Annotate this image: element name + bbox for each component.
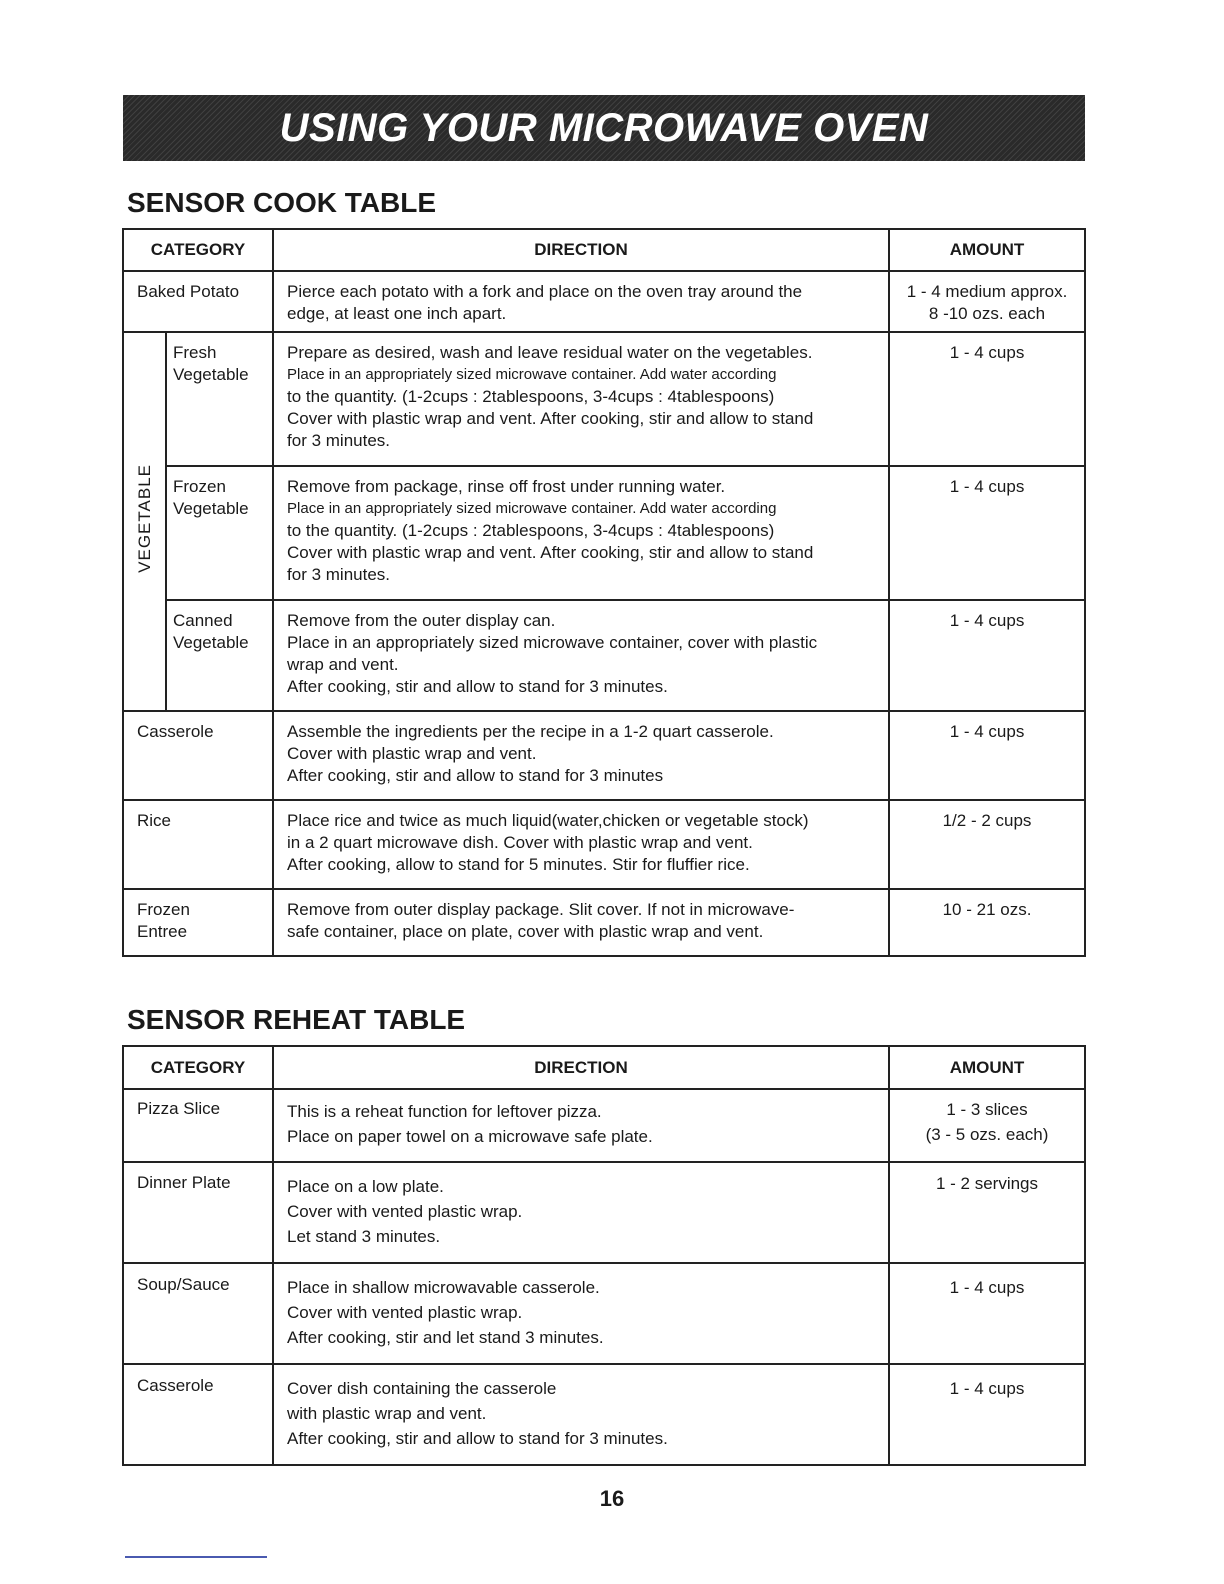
direction-line: to the quantity. (1-2cups : 2tablespoons, 3-4cups : 4tablespoons) <box>287 521 775 540</box>
direction-line: Place on paper towel on a microwave safe plate. <box>287 1127 653 1146</box>
table-header-row <box>123 229 1085 271</box>
row-category: Rice <box>123 800 273 889</box>
direction-line: After cooking, allow to stand for 5 minutes. Stir for fluffier rice. <box>287 855 750 874</box>
direction-line: After cooking, stir and let stand 3 minutes. <box>287 1328 604 1347</box>
amount-line: 8 -10 ozs. each <box>928 304 1046 323</box>
row-category: Dinner Plate <box>123 1162 273 1263</box>
row-direction <box>273 271 889 332</box>
amount-line: 1 - 3 slices <box>946 1100 1028 1119</box>
footer-divider <box>125 1556 267 1558</box>
row-direction <box>273 1089 889 1162</box>
category-line: Vegetable <box>173 633 249 652</box>
direction-line: edge, at least one inch apart. <box>287 304 507 323</box>
banner-title: USING YOUR MICROWAVE OVEN <box>279 105 929 150</box>
table-row <box>123 332 1085 466</box>
direction-line: After cooking, stir and allow to stand for 3 minutes. <box>287 677 668 696</box>
header-direction: DIRECTION <box>273 229 889 271</box>
direction-line: to the quantity. (1-2cups : 2tablespoons, 3-4cups : 4tablespoons) <box>287 387 775 406</box>
direction-line: Place in an appropriately sized microwave container. Add water according <box>287 366 777 383</box>
row-category: Casserole <box>123 1364 273 1465</box>
category-line: Vegetable <box>173 365 249 384</box>
row-direction <box>273 889 889 956</box>
row-direction <box>273 600 889 711</box>
direction-line: Cover dish containing the casserole <box>287 1379 557 1398</box>
direction-line: This is a reheat function for leftover pizza. <box>287 1102 602 1121</box>
row-amount: 1 - 4 cups <box>889 332 1085 466</box>
row-category <box>166 466 273 600</box>
sensor-reheat-title: SENSOR REHEAT TABLE <box>127 1004 466 1035</box>
direction-line: with plastic wrap and vent. <box>287 1404 487 1423</box>
category-line: Frozen <box>137 900 190 919</box>
row-category: Pizza Slice <box>123 1089 273 1162</box>
row-amount <box>889 1089 1085 1162</box>
direction-line: Place rice and twice as much liquid(water,chicken or vegetable stock) <box>287 811 809 830</box>
table-row <box>123 711 1085 800</box>
sensor-cook-table <box>122 228 1086 957</box>
direction-line: After cooking, stir and allow to stand for 3 minutes <box>287 766 664 785</box>
header-category: CATEGORY <box>123 1046 273 1089</box>
table-row <box>123 889 1085 956</box>
row-direction <box>273 1162 889 1263</box>
row-category <box>166 600 273 711</box>
row-amount: 1/2 - 2 cups <box>889 800 1085 889</box>
direction-line: Let stand 3 minutes. <box>287 1227 441 1246</box>
direction-line: for 3 minutes. <box>287 431 391 450</box>
row-category: Casserole <box>123 711 273 800</box>
row-amount: 10 - 21 ozs. <box>889 889 1085 956</box>
row-amount <box>889 271 1085 332</box>
header-amount: AMOUNT <box>889 229 1085 271</box>
row-direction <box>273 1364 889 1465</box>
direction-line: After cooking, stir and allow to stand for 3 minutes. <box>287 1429 668 1448</box>
direction-line: in a 2 quart microwave dish. Cover with plastic wrap and vent. <box>287 833 753 852</box>
category-line: Entree <box>137 922 188 941</box>
direction-line: Remove from the outer display can. <box>287 611 556 630</box>
table-row <box>123 271 1085 332</box>
amount-line: (3 - 5 ozs. each) <box>925 1125 1049 1144</box>
row-direction <box>273 711 889 800</box>
row-amount: 1 - 4 cups <box>889 711 1085 800</box>
table-header-row <box>123 1046 1085 1089</box>
page-number: 16 <box>599 1486 625 1511</box>
table-row <box>123 600 1085 711</box>
direction-line: Cover with plastic wrap and vent. After cooking, stir and allow to stand <box>287 409 814 428</box>
direction-line: Place in an appropriately sized microwave container, cover with plastic <box>287 633 818 652</box>
direction-line: wrap and vent. <box>287 655 399 674</box>
direction-line: Assemble the ingredients per the recipe in a 1-2 quart casserole. <box>287 722 774 741</box>
table-row <box>123 466 1085 600</box>
row-direction <box>273 332 889 466</box>
row-direction <box>273 1263 889 1364</box>
header-direction: DIRECTION <box>273 1046 889 1089</box>
direction-line: Cover with plastic wrap and vent. After cooking, stir and allow to stand <box>287 543 814 562</box>
row-amount: 1 - 2 servings <box>889 1162 1085 1263</box>
table-row <box>123 1263 1085 1364</box>
category-line: Fresh <box>173 343 217 362</box>
sensor-reheat-table <box>122 1045 1086 1466</box>
direction-line: Place in shallow microwavable casserole. <box>287 1278 600 1297</box>
row-category: Baked Potato <box>123 271 273 332</box>
vegetable-group-cell <box>123 332 166 711</box>
row-category <box>166 332 273 466</box>
direction-line: Place on a low plate. <box>287 1177 444 1196</box>
direction-line: Cover with vented plastic wrap. <box>287 1303 523 1322</box>
category-line: Canned <box>173 611 233 630</box>
row-amount: 1 - 4 cups <box>889 600 1085 711</box>
row-direction <box>273 800 889 889</box>
direction-line: Cover with plastic wrap and vent. <box>287 744 537 763</box>
header-amount: AMOUNT <box>889 1046 1085 1089</box>
table-row <box>123 1364 1085 1465</box>
row-amount: 1 - 4 cups <box>889 1364 1085 1465</box>
row-amount: 1 - 4 cups <box>889 466 1085 600</box>
row-direction <box>273 466 889 600</box>
category-line: Frozen <box>173 477 226 496</box>
direction-line: Pierce each potato with a fork and place on the oven tray around the <box>287 282 803 301</box>
direction-line: Cover with vented plastic wrap. <box>287 1202 523 1221</box>
direction-line: Prepare as desired, wash and leave residual water on the vegetables. <box>287 343 813 362</box>
direction-line: Place in an appropriately sized microwave container. Add water according <box>287 500 777 517</box>
amount-line: 1 - 4 medium approx. <box>906 282 1068 301</box>
page-banner <box>123 95 1085 161</box>
category-line: Vegetable <box>173 499 249 518</box>
row-category: Soup/Sauce <box>123 1263 273 1364</box>
vegetable-group-label: VEGETABLE <box>134 464 154 573</box>
direction-line: safe container, place on plate, cover with plastic wrap and vent. <box>287 922 764 941</box>
sensor-cook-title: SENSOR COOK TABLE <box>127 187 437 218</box>
row-category <box>123 889 273 956</box>
table-row <box>123 800 1085 889</box>
direction-line: for 3 minutes. <box>287 565 391 584</box>
header-category: CATEGORY <box>123 229 273 271</box>
direction-line: Remove from outer display package. Slit cover. If not in microwave- <box>287 900 795 919</box>
table-row <box>123 1162 1085 1263</box>
direction-line: Remove from package, rinse off frost under running water. <box>287 477 726 496</box>
table-row <box>123 1089 1085 1162</box>
row-amount: 1 - 4 cups <box>889 1263 1085 1364</box>
